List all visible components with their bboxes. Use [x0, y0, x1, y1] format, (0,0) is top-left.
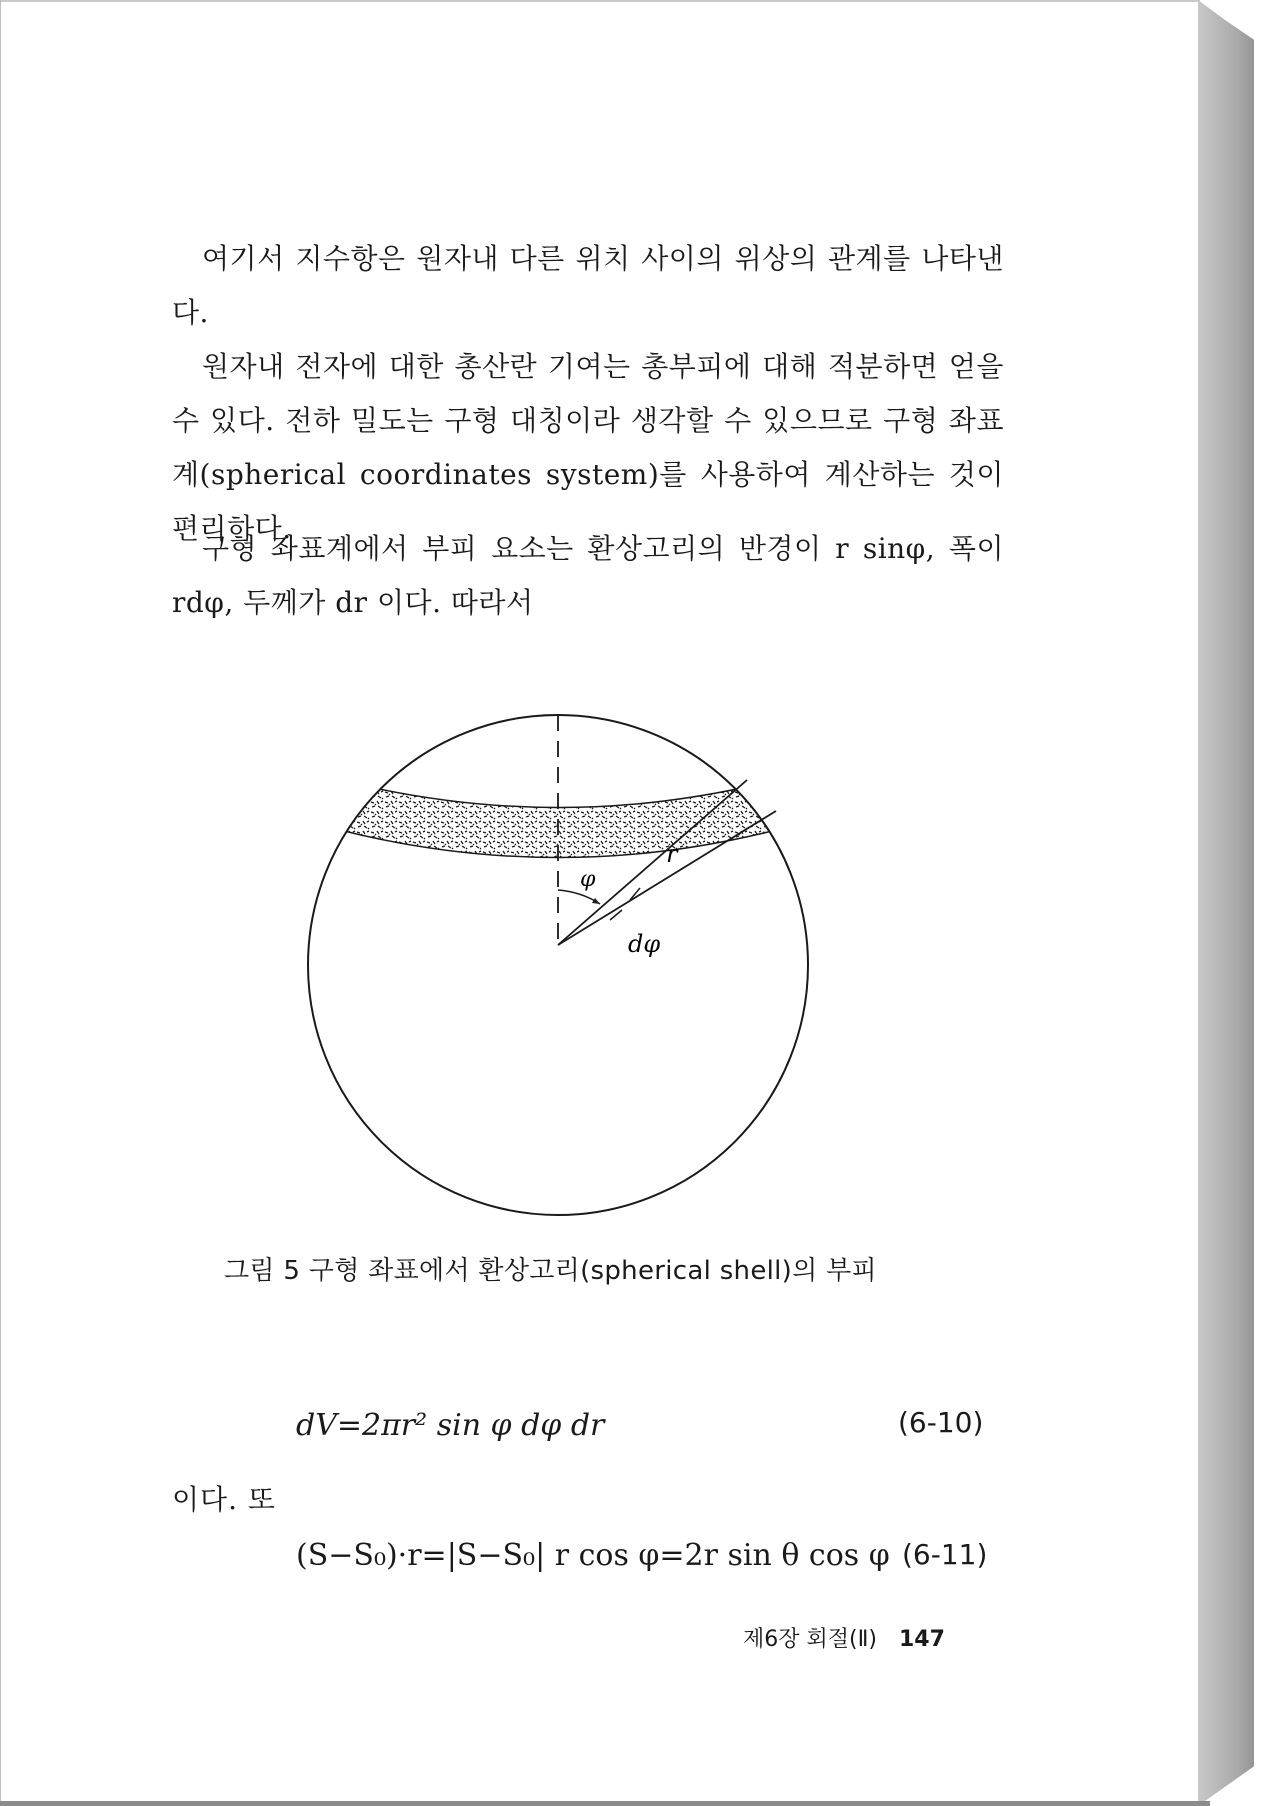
page-footer	[743, 1622, 945, 1653]
phi-label: φ	[580, 867, 596, 892]
page-bottom-border	[0, 1801, 1210, 1806]
phi-arrow	[592, 898, 600, 904]
connector-text: 이다. 또	[172, 1483, 276, 1516]
page-number: 147	[899, 1627, 945, 1652]
r-label: r	[666, 840, 678, 868]
equation-6-10: dV=2πr² sin φ dφ dr	[296, 1408, 605, 1443]
paragraph-1: 여기서 지수항은 원자내 다른 위치 사이의 위상의 관계를 나타낸다.	[172, 242, 1004, 329]
figure-caption: 그림 5 구형 좌표에서 환상고리(spherical shell)의 부피	[224, 1256, 877, 1286]
equation-6-10-number: (6-10)	[898, 1406, 984, 1439]
page-stack-edge	[1198, 0, 1254, 1806]
chapter-title: 제6장 회절(Ⅱ)	[743, 1627, 877, 1652]
equation-6-11-number: (6-11)	[902, 1538, 988, 1571]
paragraph-2: 원자내 전자에 대한 총산란 기여는 총부피에 대해 적분하면 얻을 수 있다. 전하 밀도는 구형 대칭이라 생각할 수 있으므로 구형 좌표계(spherical coordinates system)를 사용하여 계산하는 것이 편리하다.	[172, 350, 1004, 545]
equation-6-11: (S−S₀)·r=|S−S₀| r cos φ=2r sin θ cos φ	[296, 1538, 890, 1573]
dphi-label: dφ	[628, 930, 661, 958]
paragraph-3: 구형 좌표계에서 부피 요소는 환상고리의 반경이 r sinφ, 폭이 rdφ, 두께가 dr 이다. 따라서	[172, 532, 1004, 619]
spherical-shell-figure	[300, 690, 820, 1220]
